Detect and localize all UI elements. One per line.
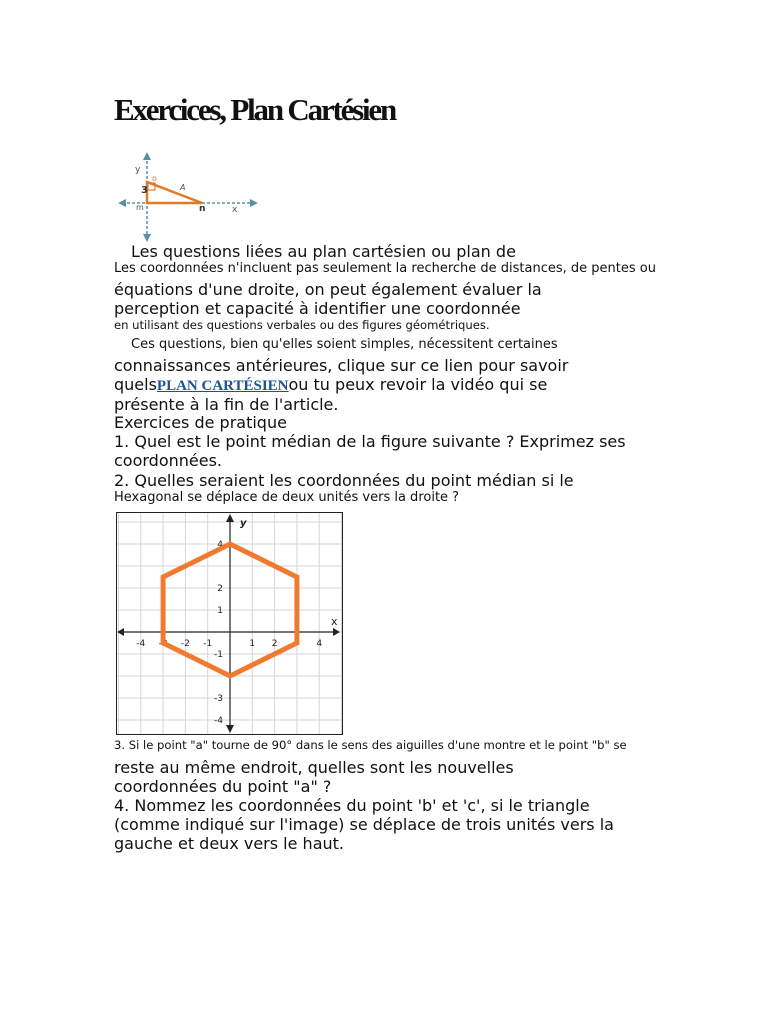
question-2-line-1: 2. Quelles seraient les coordonnées du point médian si le <box>114 471 574 490</box>
figure-label-n: n <box>199 204 206 214</box>
intro-line-8 <box>114 375 547 396</box>
intro-line-3: équations d'une droite, on peut également évaluer la <box>114 280 542 299</box>
x-axis-label: x <box>331 615 338 628</box>
x-tick-label: 1 <box>249 639 256 649</box>
x-tick-label: -4 <box>136 639 146 649</box>
y-axis-label: y <box>240 518 247 529</box>
y-tick-label: 4 <box>217 540 223 550</box>
x-tick-label: -1 <box>203 639 213 649</box>
figure-label-3: 3 <box>141 185 148 196</box>
plan-cartesien-link[interactable]: PLAN CARTÉSIEN <box>156 378 289 394</box>
y-tick-label: 2 <box>217 584 223 594</box>
question-4-line-3: gauche et deux vers le haut. <box>114 834 344 853</box>
intro-line-4: perception et capacité à identifier une coordonnée <box>114 299 521 318</box>
x-tick-label: -2 <box>180 639 190 649</box>
hexagon-chart <box>116 512 343 735</box>
intro-line-8-end: ou tu peux revoir la vidéo qui se <box>288 375 548 394</box>
question-4-line-1: 4. Nommez les coordonnées du point 'b' et 'c', si le triangle <box>114 796 590 815</box>
intro-line-1: Les questions liées au plan cartésien ou plan de <box>131 242 516 261</box>
y-tick-label: -4 <box>214 716 223 726</box>
intro-line-6: Ces questions, bien qu'elles soient simples, nécessitent certaines <box>131 337 558 352</box>
exercises-heading: Exercices de pratique <box>114 413 287 432</box>
question-4-line-2: (comme indiqué sur l'image) se déplace de trois unités vers la <box>114 815 614 834</box>
figure-label-o: o <box>152 174 157 183</box>
intro-line-7: connaissances antérieures, clique sur ce lien pour savoir <box>114 356 569 375</box>
page-title: Exercices, Plan Cartésien <box>114 92 396 127</box>
question-2-line-2: Hexagonal se déplace de deux unités vers la droite ? <box>114 490 460 505</box>
question-3-line-2: reste au même endroit, quelles sont les nouvelles <box>114 758 514 777</box>
y-tick-label: -3 <box>214 694 223 704</box>
question-3-line-3: coordonnées du point "a" ? <box>114 777 332 796</box>
figure-label-y: y <box>135 165 141 175</box>
y-tick-label: 1 <box>217 606 223 616</box>
figure-label-x: x <box>232 205 238 215</box>
figure-label-m: m <box>136 203 144 212</box>
x-tick-label: 4 <box>316 639 323 649</box>
triangle-figure <box>116 150 258 242</box>
y-tick-label: -1 <box>214 650 223 660</box>
question-1-line-2: coordonnées. <box>114 451 223 470</box>
intro-line-8-start: quels <box>114 375 157 394</box>
x-tick-label: 2 <box>271 639 278 649</box>
figure-label-a: A <box>180 183 186 192</box>
x-tick-label: -3 <box>158 639 168 649</box>
intro-line-9: présente à la fin de l'article. <box>114 395 339 414</box>
intro-line-5: en utilisant des questions verbales ou des figures géométriques. <box>114 318 490 332</box>
question-1-line-1: 1. Quel est le point médian de la figure suivante ? Exprimez ses <box>114 432 626 451</box>
question-3-line-1: 3. Si le point "a" tourne de 90° dans le sens des aiguilles d'une montre et le point "b" se <box>114 738 627 752</box>
intro-line-2: Les coordonnées n'incluent pas seulement la recherche de distances, de pentes ou <box>114 261 656 276</box>
